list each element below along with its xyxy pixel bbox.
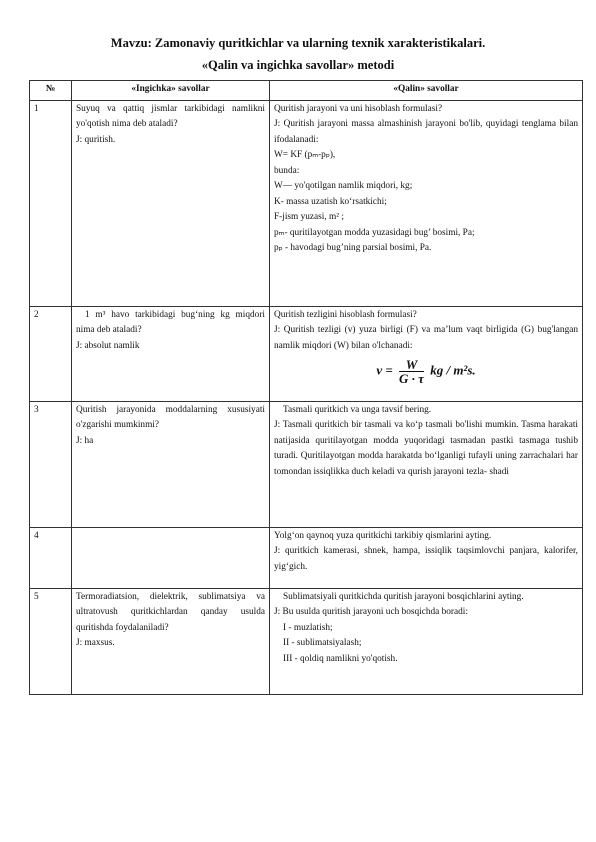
thick-question-cell — [270, 527, 583, 588]
document-title: Mavzu: Zamonaviy quritkichlar va ularning texnik xarakteristikalari. — [110, 36, 486, 50]
row-number: 2 — [30, 306, 72, 401]
questions-table — [29, 80, 583, 695]
answer-line: K- massa uzatish ko‘rsatkichi; — [274, 196, 387, 207]
thick-question-cell — [270, 588, 583, 694]
thick-answer: J: quritkich kamerasi, shnek, hampa, issiqlik taqsimlovchi panjara, kalorifer, yig‘gich. — [274, 546, 578, 572]
answer-line: pₚ - havodagi bug’ning parsial bosimi, Pa. — [274, 243, 432, 253]
thin-question-cell — [72, 527, 270, 588]
thick-question-cell — [270, 401, 583, 527]
thin-question-cell — [72, 306, 270, 401]
table-row — [30, 306, 583, 401]
table-row — [30, 527, 583, 588]
formula-lhs: v = — [376, 362, 393, 378]
thin-question-cell — [72, 588, 270, 694]
answer-step: I - muzlatish; — [283, 622, 333, 633]
row-number: 4 — [30, 527, 72, 588]
thick-answer: J: Tasmali quritkich bir tasmali va ko‘p tasmali bo'lishi mumkin. Tasma harakati natijasida quritilayotgan modda yuqoridagi tasmadan pastki tasmaga tushib turadi. Quritilayotgan modda harakatda bo‘lganligi tufayli uning zarrachalari har tomondan issiqlikka duch keladi va qurish jarayoni tezla- shadi — [274, 420, 578, 477]
thick-question-cell — [270, 100, 583, 306]
thin-answer: J: absolut namlik — [76, 340, 140, 351]
thin-question-cell — [72, 401, 270, 527]
thick-answer: J: Quritish tezligi (v) yuza birligi (F) va ma’lum vaqt birligida (G) bug'langan namlik miqdori (W) bilan o'lchanadi: — [274, 325, 578, 351]
thick-question: Sublimatsiyali quritkichda quritish jarayoni bosqichlarini ayting. — [283, 591, 524, 602]
formula-text: W= KF (pₘ-pₚ), — [274, 150, 336, 160]
answer-line: W— yo'qotilgan namlik miqdori, kg; — [274, 181, 413, 191]
thick-question: Tasmali quritkich va unga tavsif bering. — [283, 404, 432, 415]
answer-line: pₘ- quritilayotgan modda yuzasidagi bug’ bosimi, Pa; — [274, 227, 475, 238]
thin-question: Termoradiatsion, dielektrik, sublimatsiya va ultratovush quritkichlardan qanday usulda quritishda foydalaniladi? — [76, 591, 265, 633]
thick-question: Yolg‘on qaynoq yuza quritkichi tarkibiy qismlarini ayting. — [274, 530, 492, 541]
thin-question: Quritish jarayonida moddalarning xususiyati o'zgarishi mumkinmi? — [76, 404, 265, 430]
header-thick-questions: «Qalin» savollar — [270, 81, 583, 101]
table-row — [30, 401, 583, 527]
answer-step: III - qoldiq namlikni yo'qotish. — [283, 653, 398, 664]
answer-step: II - sublimatsiyalash; — [283, 638, 362, 648]
formula-rhs: kg / m²s. — [430, 362, 476, 378]
row-number: 3 — [30, 401, 72, 527]
formula-denominator: G · τ — [399, 371, 424, 386]
thin-question-cell — [72, 100, 270, 306]
table-header-row — [30, 81, 583, 101]
row-number: 5 — [30, 588, 72, 694]
table-row — [30, 100, 583, 306]
table-row — [30, 588, 583, 694]
header-thin-questions: «Ingichka» savollar — [72, 81, 270, 101]
thin-question: Suyuq va qattiq jismlar tarkibidagi namlikni yo'qotish nima deb ataladi? — [76, 103, 265, 129]
thick-answer: J: Bu usulda quritish jarayoni uch bosqichda boradi: — [274, 607, 468, 617]
thick-answer: J: Quritish jarayoni massa almashinish jarayoni bo'lib, quyidagi tenglama bilan ifodalanadi: — [274, 119, 578, 145]
method-title: «Qalin va ingichka savollar» metodi — [201, 58, 395, 72]
thick-question-cell — [270, 306, 583, 401]
row-number: 1 — [30, 100, 72, 306]
thick-question: Quritish jarayoni va uni hisoblash formulasi? — [274, 103, 443, 114]
thin-answer: J: ha — [76, 435, 94, 446]
answer-line: F-jism yuzasi, m² ; — [274, 212, 344, 222]
formula-fraction — [399, 358, 424, 385]
answer-line: bunda: — [274, 165, 300, 176]
header-number: № — [30, 81, 72, 101]
thin-answer: J: maxsus. — [76, 638, 115, 648]
thin-answer: J: quritish. — [76, 134, 116, 145]
thick-question: Quritish tezligini hisoblash formulasi? — [274, 309, 417, 320]
drying-rate-formula — [274, 354, 578, 387]
thin-question: 1 m³ havo tarkibidagi bug‘ning kg miqdori nima deb ataladi? — [76, 309, 265, 335]
formula-numerator: W — [405, 357, 418, 372]
